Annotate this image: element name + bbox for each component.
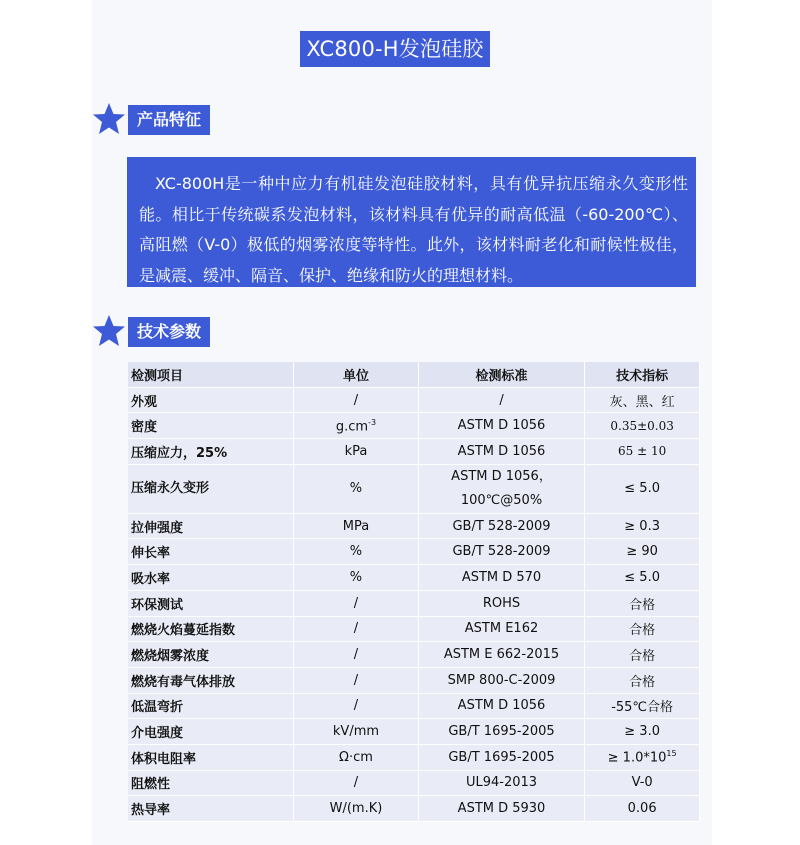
cell-standard: ASTM E 662-2015: [419, 642, 586, 668]
cell-item: 介电强度: [128, 719, 294, 745]
cell-item: 燃烧火焰蔓延指数: [128, 617, 294, 643]
cell-value: 0.06: [585, 796, 700, 822]
table-row: [128, 642, 700, 668]
table-row: [128, 539, 700, 565]
cell-unit: /: [294, 642, 419, 668]
section-features-header: [92, 102, 232, 138]
cell-value: 灰、黑、红: [585, 388, 700, 414]
cell-standard: GB/T 1695-2005: [419, 719, 586, 745]
table-row: [128, 668, 700, 694]
star-icon: [92, 102, 126, 136]
cell-unit: MPa: [294, 514, 419, 540]
standard-line1: ASTM D 1056，: [451, 468, 552, 484]
cell-standard: GB/T 528-2009: [419, 514, 586, 540]
table-row: [128, 617, 700, 643]
cell-unit: Ω·cm: [294, 745, 419, 771]
cell-item: 体积电阻率: [128, 745, 294, 771]
table-row: [128, 439, 700, 465]
cell-unit: kV/mm: [294, 719, 419, 745]
table-row: [128, 413, 700, 439]
cell-item: 环保测试: [128, 591, 294, 617]
table-row: [128, 514, 700, 540]
unit-superscript: -3: [368, 417, 377, 427]
cell-unit: [294, 413, 419, 439]
cell-item: 低温弯折: [128, 694, 294, 720]
spec-table: [128, 362, 700, 822]
cell-value: 合格: [585, 668, 700, 694]
cell-standard: [419, 465, 586, 514]
cell-item: 热导率: [128, 796, 294, 822]
section-specs-label: 技术参数: [128, 317, 210, 347]
cell-item: 燃烧烟雾浓度: [128, 642, 294, 668]
header-item: 检测项目: [128, 362, 294, 388]
cell-standard: ROHS: [419, 591, 586, 617]
cell-item: 压缩永久变形: [128, 465, 294, 514]
cell-value: [585, 745, 700, 771]
cell-unit: /: [294, 771, 419, 797]
cell-standard: ASTM D 1056: [419, 694, 586, 720]
cell-item: 密度: [128, 413, 294, 439]
cell-unit: /: [294, 591, 419, 617]
cell-value: 65 ± 10: [585, 439, 700, 465]
header-unit: 单位: [294, 362, 419, 388]
cell-item: 拉伸强度: [128, 514, 294, 540]
cell-item: 燃烧有毒气体排放: [128, 668, 294, 694]
cell-value: ≥ 3.0: [585, 719, 700, 745]
cell-value: 合格: [585, 642, 700, 668]
cell-standard: ASTM D 570: [419, 565, 586, 591]
cell-item: 外观: [128, 388, 294, 414]
cell-value: ≥ 90: [585, 539, 700, 565]
table-row: [128, 719, 700, 745]
cell-value: -55℃合格: [585, 694, 700, 720]
cell-item: 吸水率: [128, 565, 294, 591]
cell-standard: UL94-2013: [419, 771, 586, 797]
cell-unit: %: [294, 565, 419, 591]
cell-item: 伸长率: [128, 539, 294, 565]
cell-unit: /: [294, 668, 419, 694]
star-icon: [92, 314, 126, 348]
product-description: XC-800H是一种中应力有机硅发泡硅胶材料，具有优异抗压缩永久变形性能。相比于传统碳系发泡材料，该材料具有优异的耐高低温（-60-200℃）、高阻燃（V-0）极低的烟雾浓度等特性。此外，该材料耐老化和耐候性极佳，是减震、缓冲、隔音、保护、绝缘和防火的理想材料。: [127, 157, 696, 287]
page-title: XC800-H发泡硅胶: [300, 31, 490, 67]
unit-text: g.cm: [335, 418, 369, 434]
cell-standard: SMP 800-C-2009: [419, 668, 586, 694]
cell-unit: /: [294, 694, 419, 720]
cell-standard: ASTM D 5930: [419, 796, 586, 822]
cell-unit: %: [294, 539, 419, 565]
cell-item: 阻燃性: [128, 771, 294, 797]
section-specs-header: [92, 314, 232, 350]
cell-standard: ASTM D 1056: [419, 439, 586, 465]
table-row: [128, 465, 700, 514]
table-header-row: [128, 362, 700, 388]
cell-unit: kPa: [294, 439, 419, 465]
table-row: [128, 771, 700, 797]
table-row: [128, 388, 700, 414]
cell-unit: W/(m.K): [294, 796, 419, 822]
cell-standard: GB/T 1695-2005: [419, 745, 586, 771]
cell-standard: GB/T 528-2009: [419, 539, 586, 565]
cell-unit: /: [294, 388, 419, 414]
cell-item: 压缩应力，25%: [128, 439, 294, 465]
table-row: [128, 694, 700, 720]
cell-value: V-0: [585, 771, 700, 797]
cell-value: ≥ 0.3: [585, 514, 700, 540]
cell-value: 合格: [585, 591, 700, 617]
cell-standard: /: [419, 388, 586, 414]
value-superscript: 15: [666, 749, 677, 759]
table-row: [128, 591, 700, 617]
value-text: ≥ 1.0*10: [607, 750, 667, 766]
cell-value: ≤ 5.0: [585, 465, 700, 514]
cell-value: 0.35±0.03: [585, 413, 700, 439]
section-features-label: 产品特征: [128, 105, 210, 135]
header-standard: 检测标准: [419, 362, 586, 388]
header-value: 技术指标: [585, 362, 700, 388]
cell-standard: ASTM E162: [419, 617, 586, 643]
standard-line2: 100℃@50%: [460, 492, 543, 508]
cell-value: 合格: [585, 617, 700, 643]
table-row: [128, 796, 700, 822]
table-row: [128, 565, 700, 591]
table-row: [128, 745, 700, 771]
cell-standard: ASTM D 1056: [419, 413, 586, 439]
cell-value: ≤ 5.0: [585, 565, 700, 591]
cell-unit: /: [294, 617, 419, 643]
cell-unit: %: [294, 465, 419, 514]
